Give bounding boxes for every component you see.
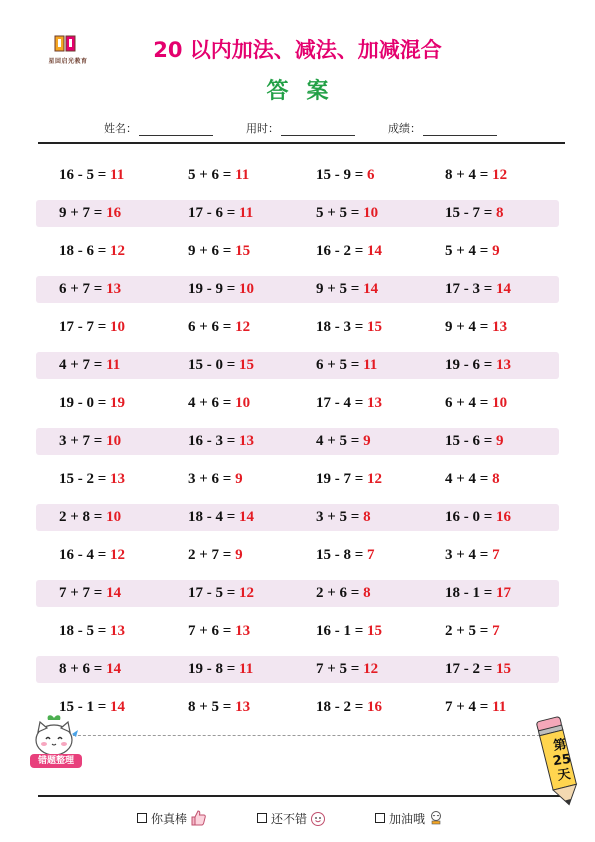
problem-question: 19 - 6 =	[445, 357, 497, 373]
problem-question: 15 - 6 =	[445, 433, 497, 449]
cat-mascot-icon	[28, 712, 84, 760]
problem-question: 15 - 9 =	[316, 167, 368, 183]
problem-answer: 17	[496, 585, 512, 601]
problem-cell	[316, 506, 371, 528]
problem-question: 8 + 5 =	[188, 699, 236, 715]
problem-answer: 10	[363, 205, 379, 221]
problem-answer: 8	[363, 585, 371, 601]
problem-question: 9 + 5 =	[316, 281, 364, 297]
problem-question: 17 - 5 =	[188, 585, 240, 601]
problem-question: 6 + 7 =	[59, 281, 107, 297]
problem-cell	[188, 430, 254, 452]
problem-question: 8 + 4 =	[445, 167, 493, 183]
problem-cell	[188, 316, 250, 338]
problem-question: 15 - 2 =	[59, 471, 111, 487]
problem-answer: 11	[492, 699, 507, 715]
rating-checkbox[interactable]	[257, 813, 267, 823]
problem-cell	[316, 316, 382, 338]
problem-answer: 13	[106, 281, 122, 297]
problem-question: 2 + 8 =	[59, 509, 107, 525]
time-label: 用时：	[246, 122, 279, 135]
rating-option-great[interactable]	[137, 808, 207, 828]
problem-question: 16 - 4 =	[59, 547, 111, 563]
problem-answer: 7	[492, 623, 500, 639]
problem-question: 4 + 4 =	[445, 471, 493, 487]
problem-cell	[445, 430, 504, 452]
problem-cell	[445, 658, 511, 680]
error-review-label: 错题整理	[30, 754, 82, 768]
problem-cell	[445, 468, 500, 490]
footer-divider	[38, 795, 560, 797]
problem-answer: 13	[235, 623, 251, 639]
problem-question: 3 + 7 =	[59, 433, 107, 449]
problem-question: 19 - 0 =	[59, 395, 111, 411]
problem-question: 17 - 2 =	[445, 661, 497, 677]
problem-answer: 15	[367, 319, 383, 335]
problem-answer: 7	[492, 547, 500, 563]
problem-cell	[316, 164, 375, 186]
problem-cell	[59, 278, 121, 300]
problem-cell	[188, 544, 243, 566]
day-suffix: 天	[556, 767, 572, 784]
problem-cell	[316, 658, 378, 680]
problem-cell	[59, 392, 125, 414]
problem-answer: 10	[235, 395, 251, 411]
problem-answer: 12	[239, 585, 255, 601]
problem-cell	[188, 696, 250, 718]
problem-cell	[316, 202, 378, 224]
name-field[interactable]	[104, 120, 213, 136]
problem-answer: 14	[106, 661, 122, 677]
time-field[interactable]	[246, 120, 355, 136]
problem-cell	[445, 278, 511, 300]
problem-cell	[188, 202, 253, 224]
score-blank[interactable]	[423, 123, 497, 136]
problem-question: 19 - 9 =	[188, 281, 240, 297]
problem-question: 5 + 6 =	[188, 167, 236, 183]
problem-question: 8 + 6 =	[59, 661, 107, 677]
problem-cell	[188, 392, 250, 414]
problem-question: 2 + 5 =	[445, 623, 493, 639]
thumbs-up-icon	[189, 809, 207, 827]
problem-cell	[316, 544, 375, 566]
problem-answer: 11	[110, 167, 125, 183]
problem-answer: 9	[235, 471, 243, 487]
problem-answer: 11	[239, 661, 254, 677]
problem-cell	[59, 506, 121, 528]
problem-cell	[188, 354, 254, 376]
problem-question: 17 - 6 =	[188, 205, 240, 221]
logo-text: 星回启光教育	[48, 58, 88, 65]
problem-answer: 12	[110, 243, 126, 259]
problem-answer: 15	[239, 357, 255, 373]
rating-label: 还不错	[271, 811, 308, 826]
problem-answer: 9	[235, 547, 243, 563]
problem-answer: 10	[106, 433, 122, 449]
page-title: 20 以内加法、减法、加减混合	[153, 38, 442, 62]
problem-question: 2 + 6 =	[316, 585, 364, 601]
problem-answer: 14	[363, 281, 379, 297]
problem-question: 4 + 6 =	[188, 395, 236, 411]
smiley-icon	[309, 809, 327, 827]
problem-answer: 13	[110, 623, 126, 639]
problem-cell	[445, 696, 506, 718]
problem-answer: 14	[106, 585, 122, 601]
problem-answer: 12	[235, 319, 251, 335]
problem-cell	[59, 620, 125, 642]
problem-cell	[188, 278, 254, 300]
problem-question: 5 + 4 =	[445, 243, 493, 259]
problem-answer: 15	[496, 661, 512, 677]
problem-question: 17 - 4 =	[316, 395, 368, 411]
problem-question: 15 - 7 =	[445, 205, 497, 221]
problem-cell	[188, 468, 243, 490]
problem-cell	[445, 544, 500, 566]
problem-cell	[59, 354, 120, 376]
problem-answer: 16	[367, 699, 383, 715]
problem-cell	[445, 582, 511, 604]
rating-checkbox[interactable]	[137, 813, 147, 823]
problem-cell	[445, 620, 500, 642]
problem-question: 9 + 7 =	[59, 205, 107, 221]
problem-question: 16 - 3 =	[188, 433, 240, 449]
header-divider	[38, 142, 565, 144]
problem-question: 7 + 6 =	[188, 623, 236, 639]
problem-question: 3 + 5 =	[316, 509, 364, 525]
problem-question: 6 + 4 =	[445, 395, 493, 411]
problem-answer: 12	[367, 471, 383, 487]
problem-answer: 10	[239, 281, 255, 297]
problem-answer: 13	[496, 357, 512, 373]
problem-answer: 6	[367, 167, 375, 183]
name-blank[interactable]	[139, 123, 213, 136]
problem-cell	[188, 658, 253, 680]
problem-question: 18 - 4 =	[188, 509, 240, 525]
problem-answer: 8	[492, 471, 500, 487]
problem-cell	[316, 468, 382, 490]
problem-answer: 13	[492, 319, 508, 335]
problem-cell	[445, 240, 500, 262]
problem-cell	[188, 582, 254, 604]
problem-question: 3 + 6 =	[188, 471, 236, 487]
problem-answer: 9	[496, 433, 504, 449]
problem-answer: 10	[110, 319, 126, 335]
problem-question: 6 + 5 =	[316, 357, 364, 373]
problem-answer: 16	[496, 509, 512, 525]
problem-answer: 10	[106, 509, 122, 525]
problem-question: 9 + 4 =	[445, 319, 493, 335]
problem-question: 5 + 5 =	[316, 205, 364, 221]
problem-answer: 14	[110, 699, 126, 715]
problem-answer: 14	[239, 509, 255, 525]
problem-question: 2 + 7 =	[188, 547, 236, 563]
problem-cell	[188, 620, 250, 642]
problem-cell	[59, 658, 121, 680]
problem-cell	[445, 164, 507, 186]
rating-option-good[interactable]	[257, 808, 327, 828]
problem-cell	[445, 506, 511, 528]
problem-answer: 19	[110, 395, 126, 411]
problem-cell	[445, 392, 507, 414]
problem-question: 3 + 4 =	[445, 547, 493, 563]
score-label: 成绩：	[388, 122, 421, 135]
score-field[interactable]	[388, 120, 497, 136]
problem-question: 18 - 1 =	[445, 585, 497, 601]
problem-cell	[59, 202, 121, 224]
info-row	[0, 120, 595, 138]
problem-answer: 14	[367, 243, 383, 259]
problem-cell	[188, 164, 249, 186]
day-number: 25	[551, 751, 573, 770]
problem-cell	[59, 240, 125, 262]
problem-cell	[316, 582, 371, 604]
problem-question: 18 - 3 =	[316, 319, 368, 335]
name-label: 姓名：	[104, 122, 137, 135]
rating-checkbox[interactable]	[375, 813, 385, 823]
problem-cell	[316, 696, 382, 718]
problem-question: 18 - 6 =	[59, 243, 111, 259]
problem-answer: 9	[363, 433, 371, 449]
problem-cell	[445, 354, 511, 376]
problem-question: 6 + 6 =	[188, 319, 236, 335]
problem-question: 19 - 7 =	[316, 471, 368, 487]
problem-question: 18 - 2 =	[316, 699, 368, 715]
problem-question: 15 - 1 =	[59, 699, 111, 715]
problem-answer: 12	[492, 167, 508, 183]
problem-answer: 11	[239, 205, 254, 221]
problem-cell	[445, 202, 504, 224]
problem-answer: 13	[235, 699, 251, 715]
problem-answer: 12	[363, 661, 379, 677]
problem-question: 16 - 0 =	[445, 509, 497, 525]
problem-question: 16 - 2 =	[316, 243, 368, 259]
problem-answer: 15	[235, 243, 251, 259]
problem-answer: 13	[110, 471, 126, 487]
problem-answer: 8	[496, 205, 504, 221]
problem-question: 17 - 7 =	[59, 319, 111, 335]
problem-answer: 10	[492, 395, 508, 411]
problem-question: 15 - 0 =	[188, 357, 240, 373]
problem-answer: 9	[492, 243, 500, 259]
rating-option-keep-going[interactable]	[375, 808, 445, 828]
problem-cell	[59, 164, 124, 186]
page-subtitle: 答案	[266, 79, 347, 104]
problem-cell	[188, 240, 250, 262]
problem-question: 9 + 6 =	[188, 243, 236, 259]
problem-answer: 7	[367, 547, 375, 563]
problem-answer: 13	[239, 433, 255, 449]
error-section-divider	[38, 735, 560, 736]
problem-answer: 8	[363, 509, 371, 525]
problem-answer: 12	[110, 547, 126, 563]
problem-answer: 11	[363, 357, 378, 373]
problem-question: 17 - 3 =	[445, 281, 497, 297]
problem-cell	[59, 582, 121, 604]
problem-cell	[316, 354, 377, 376]
problem-cell	[59, 468, 125, 490]
rating-label: 加油哦	[389, 811, 426, 826]
problem-question: 4 + 5 =	[316, 433, 364, 449]
problem-question: 18 - 5 =	[59, 623, 111, 639]
problem-answer: 11	[106, 357, 121, 373]
problem-answer: 16	[106, 205, 122, 221]
day-prefix: 第	[552, 737, 568, 754]
problem-answer: 11	[235, 167, 250, 183]
problem-cell	[316, 278, 378, 300]
problem-answer: 14	[496, 281, 512, 297]
time-blank[interactable]	[281, 123, 355, 136]
problem-question: 15 - 8 =	[316, 547, 368, 563]
problem-cell	[59, 316, 125, 338]
problem-question: 7 + 4 =	[445, 699, 493, 715]
problem-question: 4 + 7 =	[59, 357, 107, 373]
problem-question: 7 + 7 =	[59, 585, 107, 601]
problem-question: 7 + 5 =	[316, 661, 364, 677]
problem-question: 16 - 5 =	[59, 167, 111, 183]
problem-cell	[316, 620, 382, 642]
problem-cell	[316, 430, 371, 452]
problem-cell	[59, 430, 121, 452]
rating-label: 你真棒	[151, 811, 188, 826]
problem-answer: 13	[367, 395, 383, 411]
problem-cell	[316, 392, 382, 414]
problem-cell	[316, 240, 382, 262]
problem-cell	[445, 316, 507, 338]
problem-cell	[188, 506, 254, 528]
problem-question: 16 - 1 =	[316, 623, 368, 639]
problem-cell	[59, 544, 125, 566]
problem-answer: 15	[367, 623, 383, 639]
cheer-icon	[427, 809, 445, 827]
problem-question: 19 - 8 =	[188, 661, 240, 677]
